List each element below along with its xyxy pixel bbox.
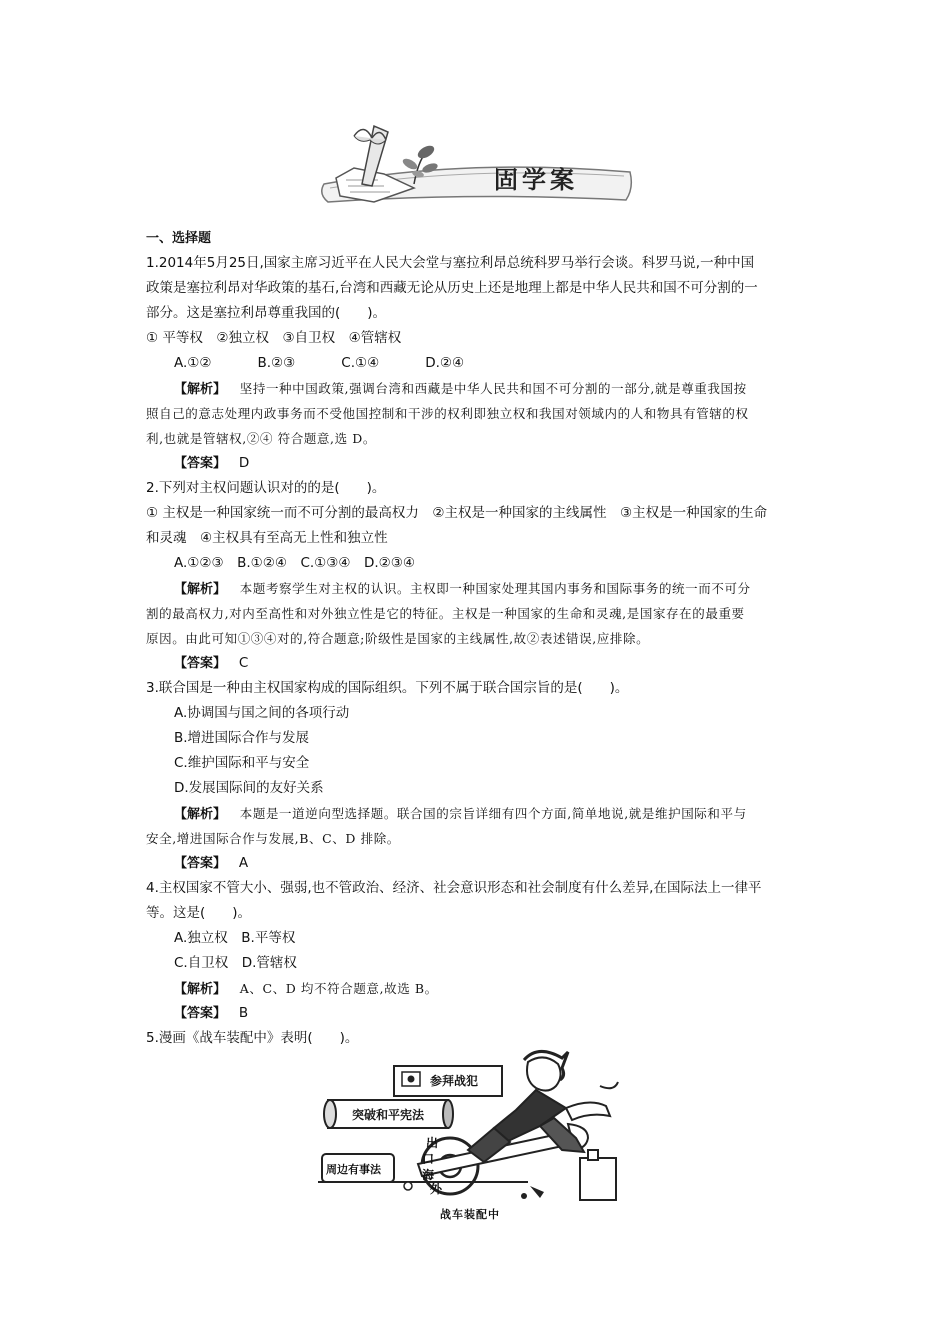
q3-option-a[interactable]: A.协调国与国之间的各项行动 (174, 705, 350, 721)
q1-answer (146, 451, 810, 476)
label-out-1: 出 (426, 1136, 439, 1150)
q2-items-line-2: 和灵魂 ④主权具有至高无上性和独立性 (146, 530, 388, 546)
label-sea-1: 海 (422, 1168, 435, 1182)
exercise-content (146, 226, 810, 1051)
q4-options-line-2[interactable]: C.自卫权 D.管辖权 (174, 955, 297, 971)
q1-explanation-line-3: 利,也就是管辖权,②④ 符合题意,选 D。 (146, 431, 376, 446)
q2-explanation-line-3: 原因。由此可知①③④对的,符合题意;阶级性是国家的主线属性,故②表述错误,应排除。 (146, 631, 650, 646)
q3-option-d[interactable]: D.发展国际间的友好关系 (174, 780, 324, 796)
q1-items: ① 平等权 ②独立权 ③自卫权 ④管辖权 (146, 330, 402, 346)
answer-tag: 【答案】 (174, 1006, 227, 1021)
explanation-tag: 【解析】 (174, 582, 227, 597)
q4-options-line-1[interactable]: A.独立权 B.平等权 (174, 930, 296, 946)
q1-option-a[interactable]: A.①② (174, 355, 212, 371)
explanation-tag: 【解析】 (174, 382, 227, 397)
q4-stem-line-1: 4.主权国家不管大小、强弱,也不管政治、经济、社会意识形态和社会制度有什么差异,在国际法上一律平 (146, 880, 762, 896)
q1-option-c[interactable]: C.①④ (341, 355, 380, 371)
label-worship: 参拜战犯 (430, 1074, 479, 1088)
section-heading: 一、选择题 (146, 231, 212, 246)
q1-option-d[interactable]: D.②④ (425, 355, 465, 371)
answer-tag: 【答案】 (174, 456, 227, 471)
q1-stem-line-1: 1.2014年5月25日,国家主席习近平在人民大会堂与塞拉利昂总统科罗马举行会谈。科罗马说,一种中国 (146, 255, 755, 271)
answer-tag: 【答案】 (174, 856, 227, 871)
q2-items-line-1: ① 主权是一种国家统一而不可分割的最高权力 ②主权是一种国家的主线属性 ③主权是一种国家的生命 (146, 505, 768, 521)
explanation-tag: 【解析】 (174, 982, 227, 997)
label-sea-2: 外 (430, 1182, 443, 1196)
label-out-2: 口 (422, 1152, 435, 1166)
q3-answer-value: A (238, 855, 249, 871)
q2-explanation-text: 本题考察学生对主权的认识。主权即一种国家处理其国内事务和国际事务的统一而不可分 (239, 581, 751, 596)
label-neighbor-law: 周边有事法 (326, 1163, 381, 1176)
q4-answer-value: B (238, 1005, 249, 1021)
q3-option-c[interactable]: C.维护国际和平与安全 (174, 755, 310, 771)
q1-option-b[interactable]: B.②③ (257, 355, 296, 371)
answer-tag: 【答案】 (174, 656, 227, 671)
q2-answer-value: C (238, 655, 249, 671)
q1-options (146, 351, 810, 376)
label-break-constitution: 突破和平宪法 (352, 1108, 425, 1122)
q4-answer (146, 1001, 810, 1026)
q1-stem-line-3: 部分。这是塞拉利昂尊重我国的( )。 (146, 305, 387, 321)
q2-options[interactable]: A.①②③ B.①②④ C.①③④ D.②③④ (174, 555, 415, 571)
q3-answer (146, 851, 810, 876)
q1-explanation-text: 坚持一种中国政策,强调台湾和西藏是中华人民共和国不可分割的一部分,就是尊重我国按 (239, 381, 747, 396)
q4-stem-line-2: 等。这是( )。 (146, 905, 252, 921)
book-butterfly-icon (314, 118, 636, 218)
q2-explanation-line-1 (146, 576, 810, 601)
q2-stem: 2.下列对主权问题认识对的的是( )。 (146, 480, 386, 496)
q3-stem: 3.联合国是一种由主权国家构成的国际组织。下列不属于联合国宗旨的是( )。 (146, 680, 629, 696)
cartoon-illustration (318, 1046, 634, 1222)
q3-explanation-line-2: 安全,增进国际合作与发展,B、C、D 排除。 (146, 831, 400, 846)
q3-explanation-text: 本题是一道逆向型选择题。联合国的宗旨详细有四个方面,简单地说,就是维护国际和平与 (239, 806, 747, 821)
q4-explanation (146, 976, 810, 1001)
q3-explanation-line-1 (146, 801, 810, 826)
explanation-tag: 【解析】 (174, 807, 227, 822)
q3-option-b[interactable]: B.增进国际合作与发展 (174, 730, 310, 746)
q1-explanation-line-1 (146, 376, 810, 401)
q2-answer (146, 651, 810, 676)
q5-stem: 5.漫画《战车装配中》表明( )。 (146, 1030, 359, 1046)
q1-explanation-line-2: 照自己的意志处理内政事务而不受他国控制和干涉的权利即独立权和我国对领域内的人和物具有管辖的权 (146, 406, 749, 421)
q4-explanation-text: A、C、D 均不符合题意,故选 B。 (239, 981, 438, 996)
q2-explanation-line-2: 割的最高权力,对内至高性和对外独立性是它的特征。主权是一种国家的生命和灵魂,是国家存在的最重要 (146, 606, 745, 621)
banner-title: 固学案 (494, 166, 578, 194)
q1-answer-value: D (238, 455, 250, 471)
header-banner (314, 118, 636, 218)
q1-stem-line-2: 政策是塞拉利昂对华政策的基石,台湾和西藏无论从历史上还是地理上都是中华人民共和国不可分割的一 (146, 280, 758, 296)
cartoon-caption: 战车装配中 (440, 1208, 500, 1221)
